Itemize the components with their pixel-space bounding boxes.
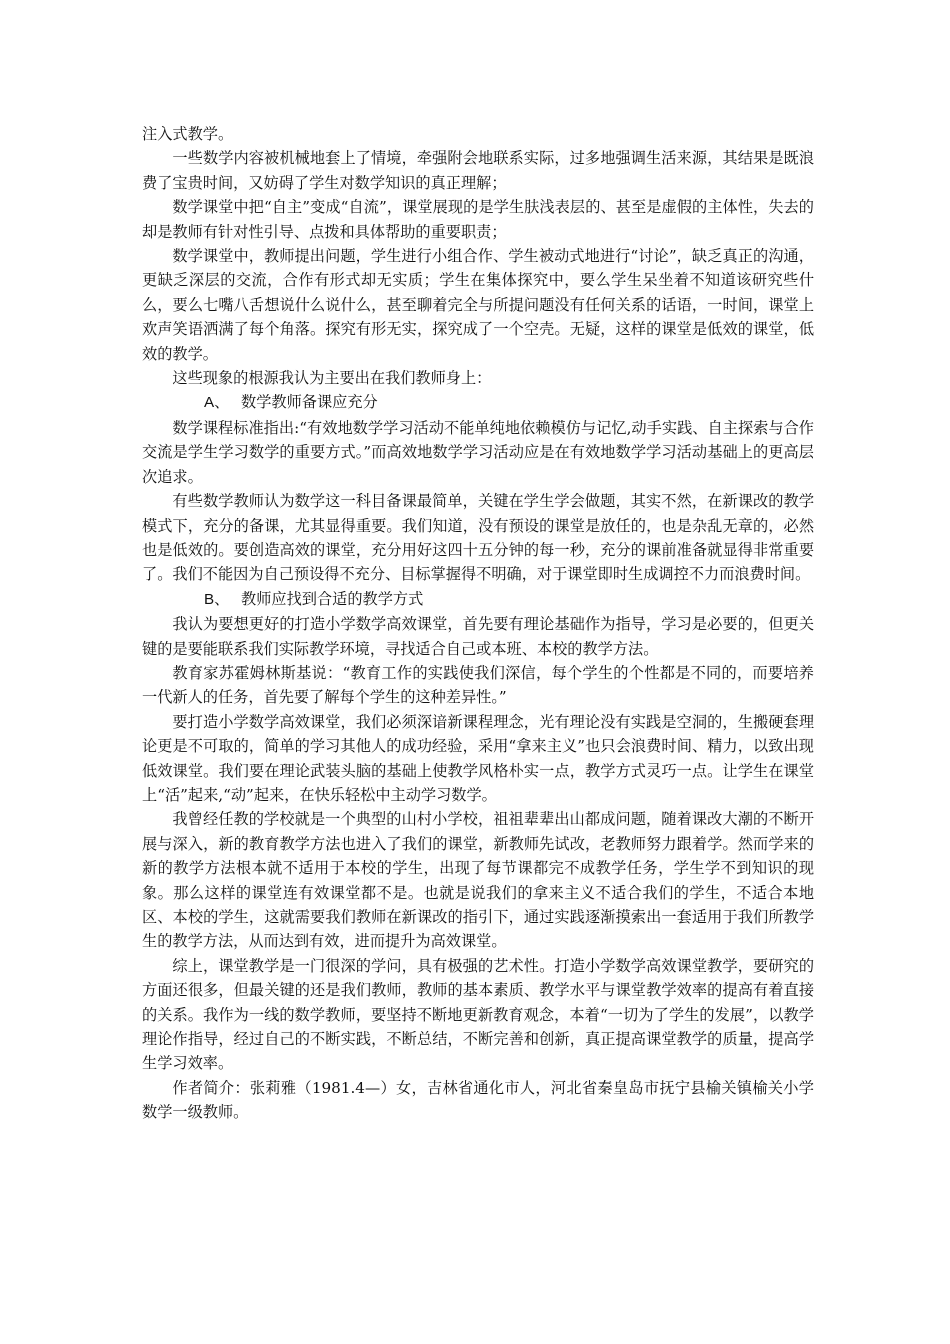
paragraph: 要打造小学数学高效课堂，我们必须深谙新课程理念，光有理论没有实践是空洞的，生搬硬套理论更是不可取的，简单的学习其他人的成功经验，采用“拿来主义”也只会浪费时间、精力，以致出现低效课堂。我们要在理论武装头脑的基础上使教学风格朴实一点，教学方式灵巧一点。让学生在课堂上“活”起来,“动”起来，在快乐轻松中主动学习数学。 xyxy=(142,712,814,804)
paragraph: 教育家苏霍姆林斯基说：“教育工作的实践使我们深信，每个学生的个性都是不同的，而要培养一代新人的任务，首先要了解每个学生的这种差异性。” xyxy=(142,663,814,707)
paragraph: 这些现象的根源我认为主要出在我们教师身上： xyxy=(172,369,492,388)
document-body xyxy=(142,122,814,1125)
section-marker: A、 xyxy=(204,394,230,412)
paragraph: 数学课堂中，教师提出问题，学生进行小组合作、学生被动式地进行“讨论”，缺乏真正的沟通，更缺乏深层的交流，合作有形式却无实质；学生在集体探究中，要么学生呆坐着不知道该研究些什么，要么七嘴八舌想说什么说什么，甚至聊着完全与所提问题没有任何关系的话语，一时间，课堂上欢声笑语洒满了每个角落。探究有形无实，探究成了一个空壳。无疑，这样的课堂是低效的课堂，低效的教学。 xyxy=(142,247,814,363)
paragraph: 数学课程标准指出:“有效地数学学习活动不能单纯地依赖模仿与记忆,动手实践、自主探索与合作交流是学生学习数学的重要方式。”而高效地数学学习活动应是在有效地数学学习活动基础上的更高层次追求。 xyxy=(142,418,814,486)
section-title: 数学教师备课应充分 xyxy=(241,393,378,412)
paragraph: 我认为要想更好的打造小学数学高效课堂，首先要有理论基础作为指导，学习是必要的，但更关键的是要能联系我们实际教学环境，寻找适合自己或本班、本校的教学方法。 xyxy=(142,615,814,658)
paragraph: 综上，课堂教学是一门很深的学问，具有极强的艺术性。打造小学数学高效课堂教学，要研究的方面还很多，但最关键的还是我们教师，教师的基本素质、教学水平与课堂教学效率的提高有着直接的关系。我作为一线的数学教师，要坚持不断地更新教育观念，本着“一切为了学生的发展”，以教学理论作指导，经过自己的不断实践，不断总结，不断完善和创新，真正提高课堂教学的质量，提高学生学习效率。 xyxy=(142,956,814,1073)
paragraph: 数学课堂中把“自主”变成“自流”，课堂展现的是学生肤浅表层的、甚至是虚假的主体性，失去的却是教师有针对性引导、点拨和具体帮助的重要职责； xyxy=(142,198,814,241)
author-bio: 作者简介：张莉雅（1981.4—）女，吉林省通化市人，河北省秦皇岛市抚宁县榆关镇榆关小学数学一级教师。 xyxy=(142,1078,814,1122)
paragraph-continuation: 注入式教学。 xyxy=(142,125,234,143)
paragraph: 一些数学内容被机械地套上了情境，牵强附会地联系实际，过多地强调生活来源，其结果是既浪费了宝贵时间，又妨碍了学生对数学知识的真正理解； xyxy=(142,149,814,192)
section-heading-b xyxy=(142,587,814,612)
section-heading-a xyxy=(142,390,814,415)
section-marker: B、 xyxy=(204,590,230,608)
section-title: 教师应找到合适的教学方式 xyxy=(241,589,424,608)
paragraph: 我曾经任教的学校就是一个典型的山村小学校，祖祖辈辈出山都成问题，随着课改大潮的不断开展与深入，新的教育教学方法也进入了我们的课堂，新教师先试改，老教师努力跟着学。然而学来的新的教学方法根本就不适用于本校的学生，出现了每节课都完不成教学任务，学生学不到知识的现象。那么这样的课堂连有效课堂都不是。也就是说我们的拿来主义不适合我们的学生，不适合本地区、本校的学生，这就需要我们教师在新课改的指引下，通过实践逐渐摸索出一套适用于我们所教学生的教学方法，从而达到有效，进而提升为高效课堂。 xyxy=(142,810,814,951)
paragraph: 有些数学教师认为数学这一科目备课最简单，关键在学生学会做题，其实不然，在新课改的教学模式下，充分的备课，尤其显得重要。我们知道，没有预设的课堂是放任的，也是杂乱无章的，必然也是低效的。要创造高效的课堂，充分用好这四十五分钟的每一秒，充分的课前准备就显得非常重要了。我们不能因为自己预设得不充分、目标掌握得不明确，对于课堂即时生成调控不力而浪费时间。 xyxy=(142,492,814,584)
